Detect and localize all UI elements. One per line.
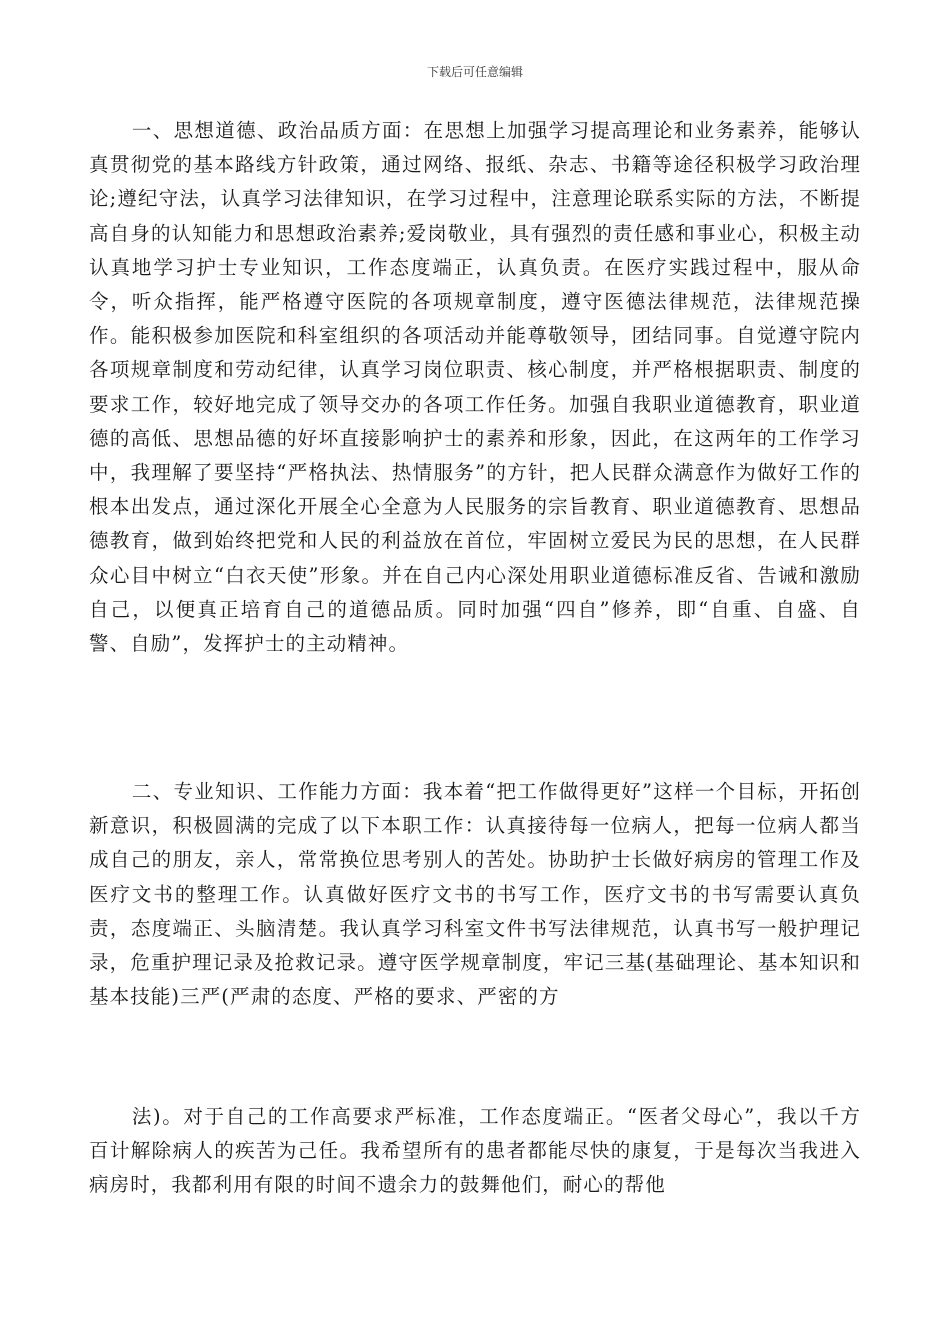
paragraph-block-1 bbox=[89, 114, 861, 661]
paragraph-block-2 bbox=[89, 775, 861, 1014]
paragraph-block-3 bbox=[89, 1100, 861, 1203]
paragraph-3: 法)。对于自己的工作高要求严标准，工作态度端正。“医者父母心”，我以千方百计解除病人的疾苦为己任。我希望所有的患者都能尽快的康复，于是每次当我进入病房时，我都利用有限的时间不遗余力的鼓舞他们，耐心的帮他 bbox=[89, 1105, 861, 1197]
header-note: 下载后可任意编辑 bbox=[426, 65, 523, 79]
paragraph-2: 二、专业知识、工作能力方面：我本着“把工作做得更好”这样一个目标，开拓创新意识，积极圆满的完成了以下本职工作：认真接待每一位病人，把每一位病人都当成自己的朋友，亲人，常常换位思考别人的苦处。协助护士长做好病房的管理工作及医疗文书的整理工作。认真做好医疗文书的书写工作，医疗文书的书写需要认真负责，态度端正、头脑清楚。我认真学习科室文件书写法律规范，认真书写一般护理记录，危重护理记录及抢救记录。遵守医学规章制度，牢记三基(基础理论、基本知识和基本技能)三严(严肃的态度、严格的要求、严密的方 bbox=[89, 780, 861, 1009]
paragraph-1: 一、思想道德、政治品质方面：在思想上加强学习提高理论和业务素养，能够认真贯彻党的基本路线方针政策，通过网络、报纸、杂志、书籍等途径积极学习政治理论;遵纪守法，认真学习法律知识，在学习过程中，注意理论联系实际的方法，不断提高自身的认知能力和思想政治素养;爱岗敬业，具有强烈的责任感和事业心，积极主动认真地学习护士专业知识，工作态度端正，认真负责。在医疗实践过程中，服从命令，听众指挥，能严格遵守医院的各项规章制度，遵守医德法律规范，法律规范操作。能积极参加医院和科室组织的各项活动并能尊敬领导，团结同事。自觉遵守院内各项规章制度和劳动纪律，认真学习岗位职责、核心制度，并严格根据职责、制度的要求工作，较好地完成了领导交办的各项工作任务。加强自我职业道德教育，职业道德的高低、思想品德的好坏直接影响护士的素养和形象，因此，在这两年的工作学习中，我理解了要坚持“严格执法、热情服务”的方针，把人民群众满意作为做好工作的根本出发点，通过深化开展全心全意为人民服务的宗旨教育、职业道德教育、思想品德教育，做到始终把党和人民的利益放在首位，牢固树立爱民为民的思想，在人民群众心目中树立“白衣天使”形象。并在自己内心深处用职业道德标准反省、告诫和激励自己，以便真正培育自己的道德品质。同时加强“四自”修养，即“自重、自盛、自警、自励”，发挥护士的主动精神。 bbox=[89, 119, 861, 656]
